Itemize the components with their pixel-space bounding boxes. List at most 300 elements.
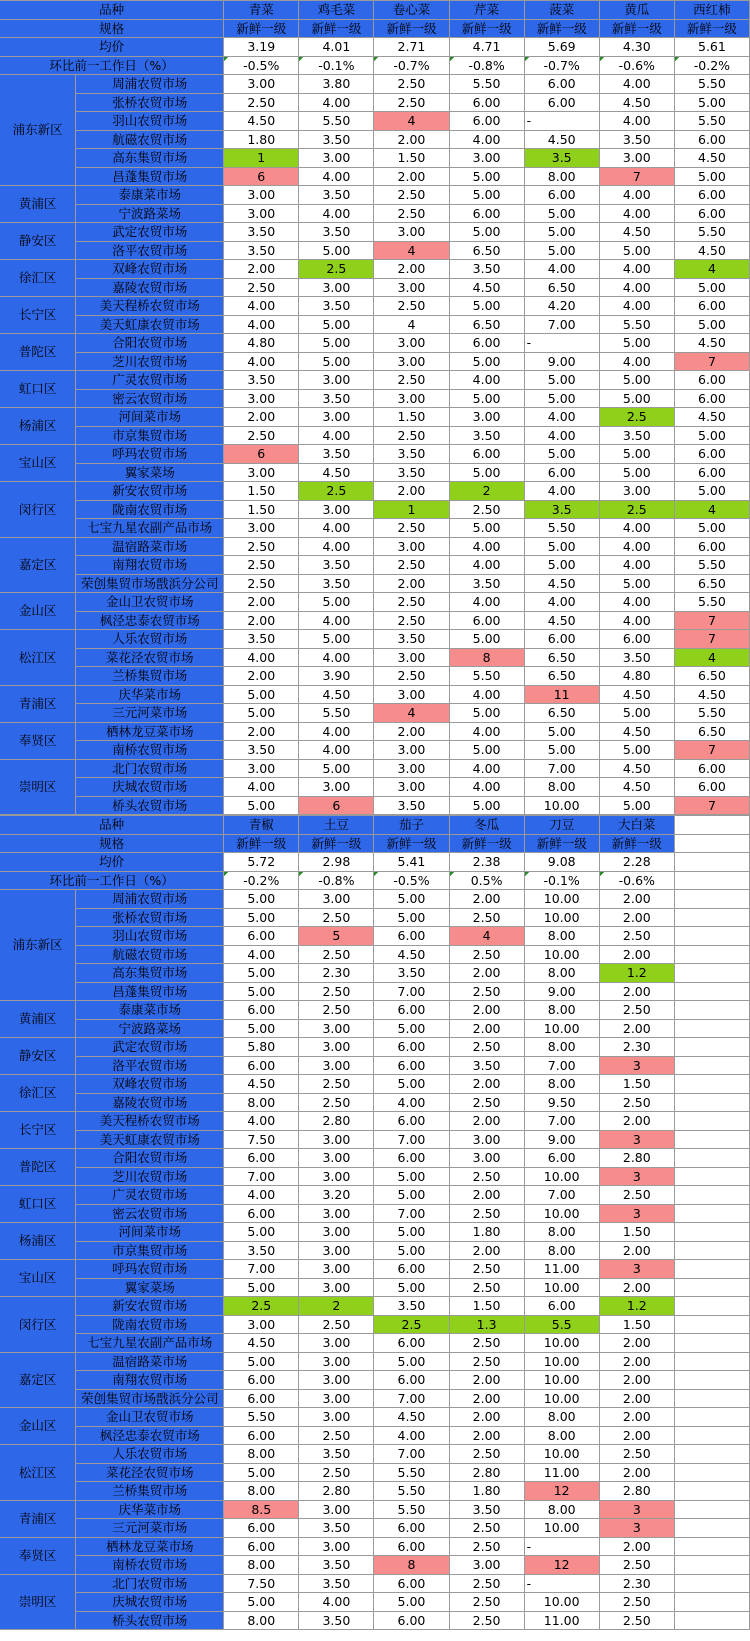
market-name: 芝川农贸市场 [76, 352, 224, 371]
price-cell: 3.00 [374, 648, 449, 667]
price-cell: 4.00 [599, 519, 674, 538]
price-cell: 5.00 [224, 796, 299, 815]
empty-cell [674, 890, 749, 909]
market-name: 新安农贸市场 [76, 482, 224, 501]
price-cell: 6.50 [449, 241, 524, 260]
price-cell: 4.50 [674, 685, 749, 704]
table-row [0, 1223, 750, 1242]
price-cell: 2 [299, 1297, 374, 1316]
price-cell: 8.00 [524, 1001, 599, 1020]
table-row [0, 278, 750, 297]
price-cell: 2.00 [449, 1371, 524, 1390]
price-cell: 5.00 [524, 537, 599, 556]
price-cell: 6.50 [524, 704, 599, 723]
price-cell: 2.50 [374, 186, 449, 205]
district-name: 金山区 [0, 593, 76, 630]
district-name: 虹口区 [0, 371, 76, 408]
price-cell: 2.00 [599, 1537, 674, 1556]
table-row [0, 1204, 750, 1223]
market-name: 河间菜市场 [76, 1223, 224, 1242]
empty-cell [674, 1186, 749, 1205]
price-cell: 3.00 [299, 1408, 374, 1427]
price-cell: 5.00 [599, 241, 674, 260]
price-cell: 2.00 [449, 1426, 524, 1445]
price-cell: 2.50 [299, 1001, 374, 1020]
table-row [0, 1519, 750, 1538]
market-name: 双峰农贸市场 [76, 260, 224, 279]
price-cell: 3.50 [299, 389, 374, 408]
price-cell: 6.50 [524, 667, 599, 686]
price-cell: 5.00 [599, 741, 674, 760]
price-cell: 2.50 [449, 1574, 524, 1593]
price-cell: 2.00 [599, 945, 674, 964]
price-cell: 3.00 [224, 759, 299, 778]
empty-cell [674, 1056, 749, 1075]
price-cell: 2.30 [599, 1574, 674, 1593]
price-cell: 3.00 [299, 1056, 374, 1075]
empty-cell [674, 1611, 749, 1630]
price-cell: 6.00 [449, 204, 524, 223]
table-row [0, 130, 750, 149]
market-name: 嘉陵农贸市场 [76, 278, 224, 297]
table-row [0, 927, 750, 946]
price-cell: 2.00 [449, 1075, 524, 1094]
header-row [0, 834, 750, 853]
price-cell: 2.00 [224, 667, 299, 686]
table-row [0, 1426, 750, 1445]
price-cell: 2.50 [299, 1315, 374, 1334]
price-cell: 3.00 [299, 1130, 374, 1149]
district-name: 黄浦区 [0, 1001, 76, 1038]
price-cell: 5.00 [449, 186, 524, 205]
price-cell: 4.00 [299, 722, 374, 741]
price-cell: 10.00 [524, 796, 599, 815]
market-name: 荣创集贸市场戬浜分公司 [76, 1389, 224, 1408]
price-cell: 4.00 [449, 371, 524, 390]
empty-cell [674, 1038, 749, 1057]
price-cell: 2.00 [374, 574, 449, 593]
price-cell: 8.00 [524, 1241, 599, 1260]
price-cell: 6.00 [224, 1371, 299, 1390]
price-cell: 3.50 [224, 223, 299, 242]
table-row [0, 112, 750, 131]
price-cell: - [524, 112, 599, 131]
price-cell: 3.50 [374, 630, 449, 649]
table-row [0, 1334, 750, 1353]
market-name: 翼家菜场 [76, 463, 224, 482]
price-cell: 6.00 [449, 112, 524, 131]
price-cell: 6.00 [524, 463, 599, 482]
market-name: 市京集贸市场 [76, 1241, 224, 1260]
price-cell: 4.00 [449, 556, 524, 575]
price-cell: 8.00 [224, 1556, 299, 1575]
market-name: 北门农贸市场 [76, 759, 224, 778]
avg-price: 5.41 [374, 853, 449, 872]
price-cell: 11.00 [524, 1260, 599, 1279]
price-cell: 4.50 [674, 408, 749, 427]
price-cell: 2.5 [299, 482, 374, 501]
spec-value: 新鲜一级 [599, 19, 674, 38]
table-row [0, 611, 750, 630]
price-cell: 6.50 [674, 667, 749, 686]
price-cell: 4.80 [599, 667, 674, 686]
price-cell: 3.90 [299, 667, 374, 686]
market-name: 七宝九星农副产品市场 [76, 519, 224, 538]
price-cell: 3.50 [374, 964, 449, 983]
price-cell: 10.00 [524, 1445, 599, 1464]
empty-cell [674, 816, 749, 835]
price-cell: 4.50 [599, 223, 674, 242]
price-cell: 1.3 [449, 1315, 524, 1334]
price-cell: 1 [224, 149, 299, 168]
price-cell: 5.00 [374, 1186, 449, 1205]
price-cell: 4.50 [674, 334, 749, 353]
price-cell: 1.80 [224, 130, 299, 149]
table-row [0, 667, 750, 686]
price-cell: 2.00 [599, 1408, 674, 1427]
price-cell: 5.00 [524, 223, 599, 242]
price-cell: 5.00 [299, 334, 374, 353]
price-cell: 8.5 [224, 1500, 299, 1519]
price-cell: 3.50 [224, 241, 299, 260]
product-name: 冬瓜 [449, 816, 524, 835]
price-cell: 6.00 [674, 759, 749, 778]
price-cell: 4.00 [299, 1593, 374, 1612]
table-row [0, 1537, 750, 1556]
table-row [0, 1352, 750, 1371]
table-row [0, 593, 750, 612]
price-cell: 4.00 [299, 611, 374, 630]
price-cell: 3.50 [224, 741, 299, 760]
price-cell: 7.00 [374, 982, 449, 1001]
table-row [0, 1186, 750, 1205]
empty-cell [674, 1278, 749, 1297]
price-cell: 2.50 [599, 1445, 674, 1464]
table-row [0, 1408, 750, 1427]
price-cell: 3.00 [224, 1315, 299, 1334]
price-cell: 4.00 [524, 482, 599, 501]
table-row [0, 890, 750, 909]
price-cell: 5.50 [674, 223, 749, 242]
price-cell: 10.00 [524, 1019, 599, 1038]
price-cell: 3.00 [374, 537, 449, 556]
price-cell: 1.50 [599, 1075, 674, 1094]
avg-price: 2.98 [299, 853, 374, 872]
table-row [0, 1075, 750, 1094]
empty-cell [674, 1334, 749, 1353]
product-name: 西红柿 [674, 1, 749, 20]
price-cell: 3.00 [299, 1352, 374, 1371]
price-cell: 3.50 [299, 556, 374, 575]
price-cell: 7 [674, 352, 749, 371]
market-name: 洛平农贸市场 [76, 241, 224, 260]
price-cell: 5.00 [299, 241, 374, 260]
price-cell: 6.00 [224, 1149, 299, 1168]
spec-value: 新鲜一级 [374, 19, 449, 38]
price-cell: 3 [599, 1260, 674, 1279]
price-cell: 3.50 [374, 445, 449, 464]
price-cell: 2.00 [599, 1241, 674, 1260]
product-name: 卷心菜 [374, 1, 449, 20]
market-name: 陇南农贸市场 [76, 1315, 224, 1334]
price-cell: 5.00 [224, 1352, 299, 1371]
table-row [0, 371, 750, 390]
price-cell: 6.00 [374, 1519, 449, 1538]
price-cell: 6.00 [374, 1537, 449, 1556]
market-name: 洛平农贸市场 [76, 1056, 224, 1075]
price-cell: 2.00 [599, 908, 674, 927]
price-cell: 2.00 [449, 964, 524, 983]
price-cell: 3.00 [299, 1241, 374, 1260]
price-cell: 4.00 [299, 648, 374, 667]
price-cell: 8.00 [524, 1038, 599, 1057]
spec-value: 新鲜一级 [374, 834, 449, 853]
price-cell: 2.00 [449, 1112, 524, 1131]
price-cell: 3.00 [299, 1334, 374, 1353]
price-cell: 1.2 [599, 1297, 674, 1316]
price-cell: 2.5 [374, 1315, 449, 1334]
price-cell: 6 [224, 167, 299, 186]
price-cell: 4.50 [224, 1075, 299, 1094]
price-cell: 5.00 [224, 704, 299, 723]
price-cell: 4.20 [524, 297, 599, 316]
price-cell: 5.00 [599, 334, 674, 353]
price-cell: 2.00 [599, 1426, 674, 1445]
price-cell: 3.00 [299, 1537, 374, 1556]
price-cell: 3.5 [524, 149, 599, 168]
price-cell: 3.50 [449, 1500, 524, 1519]
price-cell: 2.80 [449, 1463, 524, 1482]
table-row [0, 796, 750, 815]
empty-cell [674, 1537, 749, 1556]
table-row [0, 1167, 750, 1186]
price-cell: 4.50 [299, 685, 374, 704]
avg-price: 5.69 [524, 38, 599, 57]
table-row [0, 149, 750, 168]
empty-cell [674, 1149, 749, 1168]
price-cell: 3.00 [599, 149, 674, 168]
empty-cell [674, 1408, 749, 1427]
price-cell: 3.00 [224, 519, 299, 538]
price-cell: 12 [524, 1482, 599, 1501]
price-cell: 5.00 [599, 445, 674, 464]
price-cell: 2.50 [374, 297, 449, 316]
price-cell: 4.00 [449, 778, 524, 797]
market-name: 桥头农贸市场 [76, 796, 224, 815]
product-name: 菠菜 [524, 1, 599, 20]
price-cell: 5.00 [524, 371, 599, 390]
table-row [0, 1500, 750, 1519]
price-cell: 3.00 [299, 1019, 374, 1038]
price-cell: 2.5 [599, 408, 674, 427]
price-cell: 5.00 [224, 982, 299, 1001]
price-cell: 5.00 [674, 278, 749, 297]
price-cell: 2.50 [374, 556, 449, 575]
price-cell: 1.50 [224, 482, 299, 501]
price-cell: 6.00 [524, 75, 599, 94]
district-name: 青浦区 [0, 685, 76, 722]
market-name: 羽山农贸市场 [76, 112, 224, 131]
price-cell: 5.00 [374, 1223, 449, 1242]
price-cell: 3.50 [299, 223, 374, 242]
price-cell: 1.2 [599, 964, 674, 983]
price-cell: 7.00 [524, 1186, 599, 1205]
price-cell: 3.50 [299, 445, 374, 464]
price-cell: 3.00 [224, 75, 299, 94]
price-cell: 4.00 [449, 593, 524, 612]
district-name: 徐汇区 [0, 1075, 76, 1112]
price-cell: 6.00 [674, 537, 749, 556]
price-cell: 5.00 [224, 1593, 299, 1612]
avg-price: 3.19 [224, 38, 299, 57]
product-name: 鸡毛菜 [299, 1, 374, 20]
price-cell: 4.00 [299, 741, 374, 760]
price-cell: 3.80 [299, 75, 374, 94]
price-cell: 5.00 [599, 371, 674, 390]
table-row [0, 1093, 750, 1112]
price-cell: 2.80 [299, 1482, 374, 1501]
price-cell: 3.00 [299, 1223, 374, 1242]
price-cell: 4 [674, 260, 749, 279]
price-cell: 2.00 [599, 1371, 674, 1390]
price-cell: 4 [674, 500, 749, 519]
price-cell: 6.00 [674, 778, 749, 797]
market-name: 庆城农贸市场 [76, 778, 224, 797]
price-cell: 2.50 [449, 1352, 524, 1371]
price-cell: 5.00 [449, 223, 524, 242]
price-cell: 5.00 [449, 463, 524, 482]
price-cell: 6.00 [374, 1574, 449, 1593]
price-cell: 4.50 [674, 241, 749, 260]
price-cell: 3.50 [299, 1611, 374, 1630]
empty-cell [674, 1519, 749, 1538]
price-cell: 5.00 [524, 741, 599, 760]
price-cell: 4.00 [299, 426, 374, 445]
table-row [0, 260, 750, 279]
price-cell: 2.50 [449, 1038, 524, 1057]
price-table-2 [0, 815, 750, 1630]
price-cell: 5.50 [674, 75, 749, 94]
empty-cell [674, 871, 749, 890]
price-cell: 5.00 [224, 685, 299, 704]
variety-label: 品种 [0, 816, 224, 835]
table-row [0, 704, 750, 723]
price-cell: 6.00 [374, 1611, 449, 1630]
price-cell: 3.00 [299, 890, 374, 909]
product-name: 大白菜 [599, 816, 674, 835]
table-row [0, 778, 750, 797]
district-name: 长宁区 [0, 297, 76, 334]
district-name: 普陀区 [0, 1149, 76, 1186]
market-name: 三元河菜市场 [76, 1519, 224, 1538]
price-cell: 4.00 [599, 556, 674, 575]
market-name: 昌蓬集贸市场 [76, 167, 224, 186]
district-name: 徐汇区 [0, 260, 76, 297]
price-cell: 4.00 [449, 759, 524, 778]
price-cell: 3.50 [374, 1297, 449, 1316]
price-cell: 6.00 [374, 1149, 449, 1168]
price-cell: 6.00 [374, 1112, 449, 1131]
price-cell: 3.00 [224, 389, 299, 408]
empty-cell [674, 1371, 749, 1390]
market-name: 七宝九星农副产品市场 [76, 1334, 224, 1353]
price-cell: 10.00 [524, 1371, 599, 1390]
price-cell: 2.50 [599, 1001, 674, 1020]
table-row [0, 1241, 750, 1260]
price-cell: 3.00 [299, 149, 374, 168]
price-cell: 2.50 [449, 1204, 524, 1223]
table-row [0, 408, 750, 427]
table-row [0, 759, 750, 778]
price-cell: 2.5 [299, 260, 374, 279]
empty-cell [674, 853, 749, 872]
avg-price: 4.01 [299, 38, 374, 57]
price-cell: 5.00 [449, 741, 524, 760]
price-cell: 2.50 [224, 556, 299, 575]
price-cell: 7.00 [224, 1167, 299, 1186]
price-cell: 6.00 [674, 130, 749, 149]
price-cell: 7 [599, 167, 674, 186]
price-cell: 4.00 [524, 408, 599, 427]
price-cell: 8.00 [224, 1093, 299, 1112]
market-name: 航磁农贸市场 [76, 945, 224, 964]
header-row [0, 853, 750, 872]
market-name: 呼玛农贸市场 [76, 445, 224, 464]
price-cell: 10.00 [524, 1352, 599, 1371]
price-cell: 4.50 [524, 611, 599, 630]
price-cell: 5.00 [374, 1075, 449, 1094]
price-cell: 2.00 [599, 1278, 674, 1297]
table-row [0, 648, 750, 667]
empty-cell [674, 1445, 749, 1464]
price-cell: 4.50 [449, 278, 524, 297]
price-cell: 5.00 [449, 630, 524, 649]
price-cell: 6.00 [674, 445, 749, 464]
price-cell: 7.00 [524, 315, 599, 334]
price-cell: 4.00 [599, 75, 674, 94]
change-pct: -0.1% [524, 871, 599, 890]
avg-price: 5.72 [224, 853, 299, 872]
price-cell: 2.30 [299, 964, 374, 983]
table-row [0, 1593, 750, 1612]
price-cell: 2.50 [374, 93, 449, 112]
spec-value: 新鲜一级 [299, 19, 374, 38]
price-cell: 4 [374, 241, 449, 260]
district-name: 奉贤区 [0, 722, 76, 759]
price-cell: 6.00 [374, 1371, 449, 1390]
price-cell: 5.00 [374, 1352, 449, 1371]
table-row [0, 1056, 750, 1075]
price-cell: 8 [449, 648, 524, 667]
price-cell: 10.00 [524, 945, 599, 964]
price-cell: 6 [224, 445, 299, 464]
header-row [0, 38, 750, 57]
price-cell: 3.5 [524, 500, 599, 519]
empty-cell [674, 964, 749, 983]
market-name: 美天虹康农贸市场 [76, 1130, 224, 1149]
price-cell: 2.50 [374, 667, 449, 686]
price-cell: 6.50 [674, 574, 749, 593]
price-cell: 4.50 [599, 93, 674, 112]
price-cell: 3.00 [224, 186, 299, 205]
price-cell: - [524, 334, 599, 353]
price-cell: 3.50 [299, 1574, 374, 1593]
price-cell: 2.50 [449, 1593, 524, 1612]
price-cell: 2.00 [449, 890, 524, 909]
price-cell: 8.00 [524, 1223, 599, 1242]
price-cell: 10.00 [524, 1334, 599, 1353]
price-cell: 3.00 [299, 1204, 374, 1223]
